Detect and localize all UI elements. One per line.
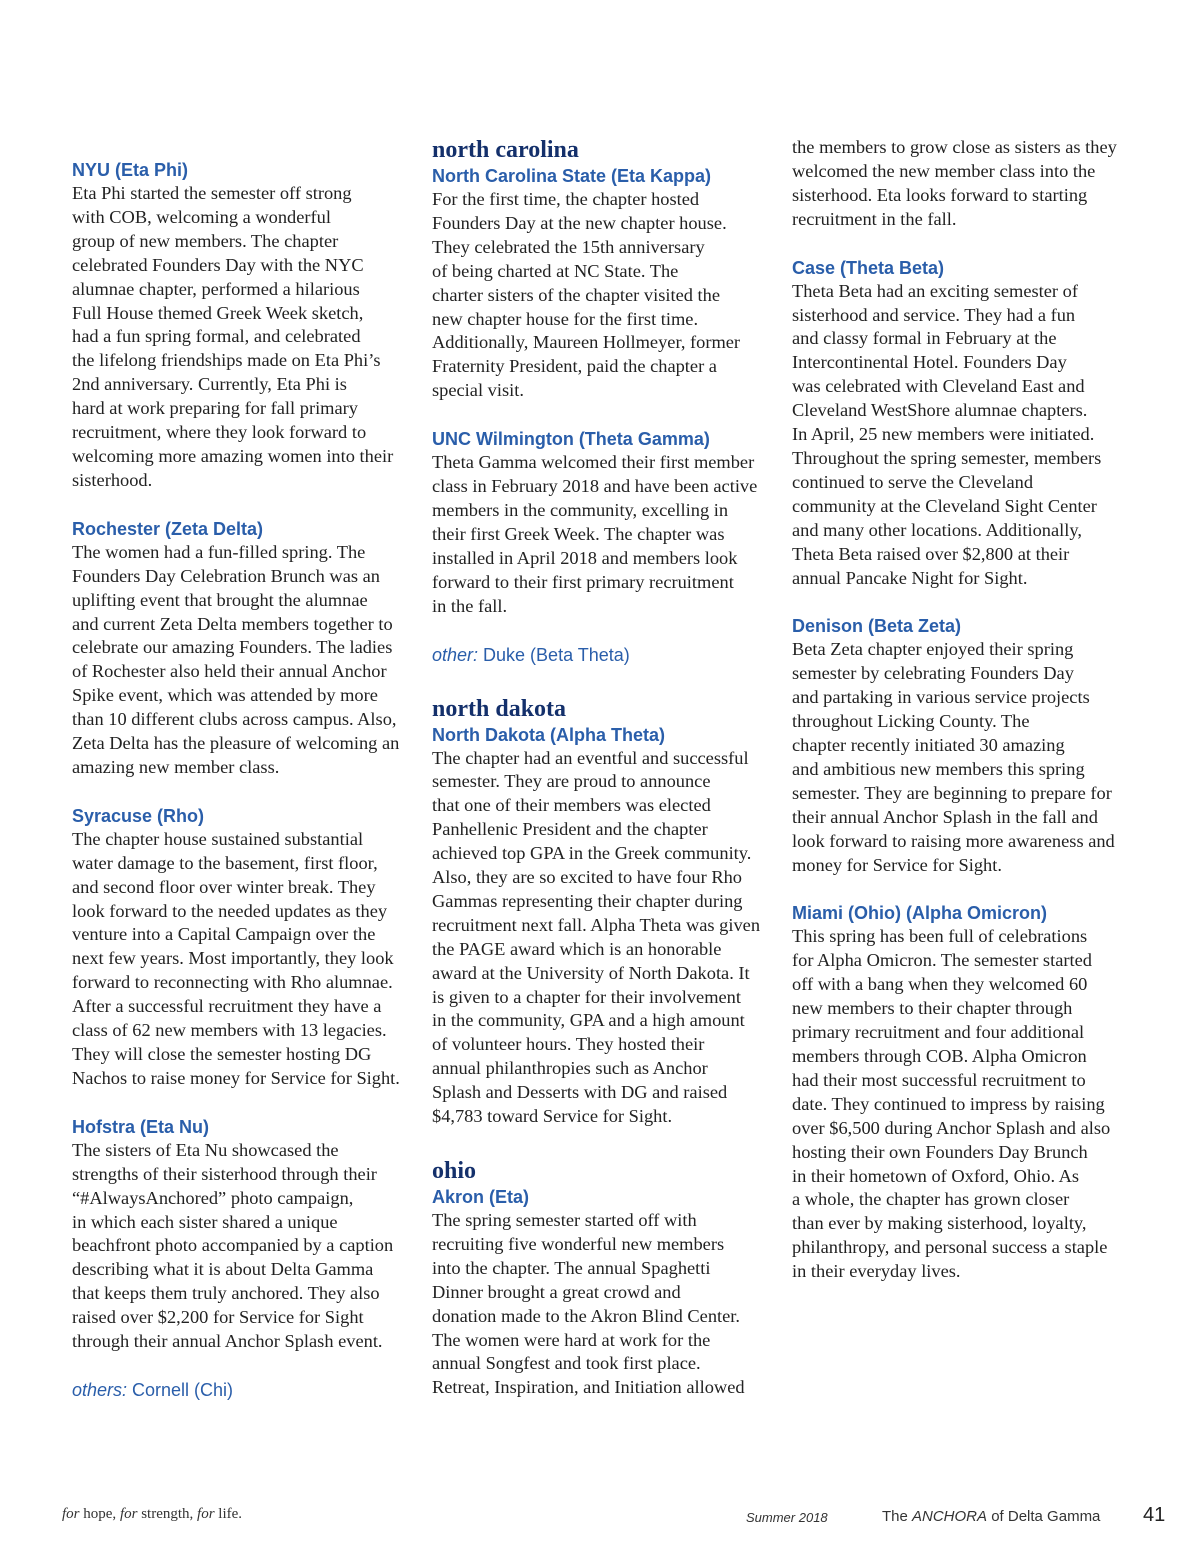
body-line: Cleveland WestShore alumnae chapters. [792, 400, 1088, 421]
body-line: Zeta Delta has the pleasure of welcoming an [72, 733, 400, 754]
column-left [72, 158, 417, 1402]
body-line: Founders Day Celebration Brunch was an [72, 565, 380, 586]
footer-issue: Summer 2018 [746, 1510, 828, 1525]
section-gap [432, 619, 777, 643]
body-line: welcoming more amazing women into their [72, 445, 394, 466]
body-line: semester by celebrating Founders Day [792, 663, 1074, 684]
body-line: through their annual Anchor Splash event. [72, 1331, 383, 1352]
chapter-body [432, 188, 777, 403]
body-line: throughout Licking County. The [792, 711, 1030, 732]
column-right [792, 136, 1137, 1284]
body-line: look forward to raising more awareness and [792, 830, 1115, 851]
body-line: class in February 2018 and have been active [432, 476, 758, 497]
chapter-denison-beta-zeta [792, 614, 1137, 877]
body-line: Splash and Desserts with DG and raised [432, 1082, 728, 1103]
section-gap [432, 667, 777, 695]
body-line: forward to reconnecting with Rho alumnae. [72, 972, 393, 993]
body-line: They celebrated the 15th anniversary [432, 236, 705, 257]
body-line: The chapter had an eventful and successful [432, 747, 749, 768]
body-line: “#AlwaysAnchored” photo campaign, [72, 1187, 354, 1208]
section-gap [792, 232, 1137, 256]
page-number: 41 [1143, 1504, 1166, 1526]
body-line: in the community, GPA and a high amount [432, 1010, 745, 1031]
section-gap [432, 1129, 777, 1157]
chapter-title: UNC Wilmington (Theta Gamma) [432, 429, 710, 450]
chapter-title: Rochester (Zeta Delta) [72, 518, 264, 539]
section-gap [432, 403, 777, 427]
body-line: primary recruitment and four additional [792, 1022, 1085, 1043]
chapter-body [792, 638, 1137, 877]
body-line: sisterhood and service. They had a fun [792, 304, 1076, 325]
chapter-north-dakota-alpha-theta [432, 723, 777, 1130]
body-line: The women were hard at work for the [432, 1329, 711, 1350]
tagline-segment: for [62, 1506, 80, 1522]
body-line: philanthropy, and personal success a staple [792, 1237, 1108, 1258]
body-line: and second floor over winter break. They [72, 876, 376, 897]
body-line: off with a bang when they welcomed 60 [792, 974, 1088, 995]
body-line: their first Greek Week. The chapter was [432, 523, 725, 544]
tagline-segment: strength, [137, 1506, 198, 1522]
body-line: For the first time, the chapter hosted [432, 189, 700, 209]
body-line: Panhellenic President and the chapter [432, 819, 708, 840]
body-line: Founders Day at the new chapter house. [432, 212, 727, 233]
body-line: next few years. Most importantly, they look [72, 948, 394, 969]
body-line: date. They continued to impress by raising [792, 1093, 1105, 1114]
body-line: members in the community, excelling in [432, 499, 729, 520]
body-line: Also, they are so excited to have four Rho [432, 867, 743, 888]
body-line: chapter recently initiated 30 amazing [792, 735, 1065, 756]
chapter-title: Syracuse (Rho) [72, 805, 205, 826]
body-line: sisterhood. [72, 469, 153, 490]
body-line: annual philanthropies such as Anchor [432, 1058, 708, 1079]
publication-suffix: of Delta Gamma [987, 1508, 1101, 1525]
body-line: members through COB. Alpha Omicron [792, 1046, 1087, 1066]
body-line: charter sisters of the chapter visited the [432, 284, 721, 305]
body-line: Theta Beta had an exciting semester of [792, 280, 1078, 301]
body-line: that keeps them truly anchored. They also [72, 1283, 380, 1304]
body-line: In April, 25 new members were initiated. [792, 424, 1095, 445]
body-line: recruitment, where they look forward to [72, 422, 367, 443]
body-line: annual Songfest and took first place. [432, 1353, 701, 1374]
body-line: continued to serve the Cleveland [792, 471, 1034, 492]
body-line: new members to their chapter through [792, 998, 1073, 1019]
body-line: the lifelong friendships made on Eta Phi’s [72, 350, 381, 371]
body-line: Spike event, which was attended by more [72, 685, 378, 706]
publication-prefix: The [882, 1508, 913, 1525]
chapter-case-theta-beta [792, 256, 1137, 591]
body-line: raised over $2,200 for Service for Sight [72, 1307, 364, 1328]
body-line: Theta Beta raised over $2,800 at their [792, 543, 1070, 564]
publication-name: ANCHORA [912, 1508, 988, 1525]
chapter-body [72, 828, 417, 1091]
chapter-body [792, 925, 1137, 1284]
body-line: $4,783 toward Service for Sight. [432, 1106, 673, 1127]
body-line: that one of their members was elected [432, 795, 711, 816]
footer-publication [882, 1508, 1100, 1525]
chapter-syracuse-rho [72, 804, 417, 1091]
chapter-body [792, 280, 1137, 591]
body-line: into the chapter. The annual Spaghetti [432, 1257, 711, 1278]
body-line: is given to a chapter for their involvement [432, 986, 741, 1007]
body-line: Eta Phi started the semester off strong [72, 183, 352, 203]
body-line: celebrated Founders Day with the NYC [72, 254, 364, 275]
body-line: the members to grow close as sisters as they [792, 137, 1117, 157]
body-line: money for Service for Sight. [792, 854, 1002, 875]
body-line: achieved top GPA in the Greek community. [432, 843, 752, 864]
chapter-north-carolina-state-eta-kappa [432, 164, 777, 403]
chapter-title: North Dakota (Alpha Theta) [432, 724, 666, 745]
body-line: Dinner brought a great crowd and [432, 1281, 681, 1302]
body-line: with COB, welcoming a wonderful [72, 206, 331, 227]
region-heading-north-carolina: north carolina [432, 137, 579, 163]
body-line: look forward to the needed updates as they [72, 900, 388, 921]
chapter-body [432, 747, 777, 1130]
body-line: 2nd anniversary. Currently, Eta Phi is [72, 374, 347, 395]
body-line: strengths of their sisterhood through their [72, 1163, 377, 1184]
body-line: beachfront photo accompanied by a caption [72, 1235, 394, 1256]
body-line: and ambitious new members this spring [792, 758, 1085, 779]
body-line: Beta Zeta chapter enjoyed their spring [792, 639, 1074, 660]
body-line: uplifting event that brought the alumnae [72, 589, 368, 610]
body-line: Fraternity President, paid the chapter a [432, 356, 717, 377]
chapter-title: Case (Theta Beta) [792, 257, 945, 278]
body-line: for Alpha Omicron. The semester started [792, 950, 1092, 971]
chapter-continuation [792, 136, 1137, 232]
body-line: had a fun spring formal, and celebrated [72, 326, 361, 347]
region-heading-north-dakota: north dakota [432, 695, 567, 722]
body-line: community at the Cleveland Sight Center [792, 495, 1097, 516]
other-chapters-label: others: [72, 1379, 128, 1400]
body-line: Theta Gamma welcomed their first member [432, 452, 755, 473]
body-line: Intercontinental Hotel. Founders Day [792, 352, 1067, 373]
body-line: in their everyday lives. [792, 1261, 961, 1282]
body-line: in which each sister shared a unique [72, 1211, 338, 1232]
body-line: than 10 different clubs across campus. Also, [72, 709, 397, 730]
body-line: and many other locations. Additionally, [792, 519, 1082, 540]
chapter-nyu-eta-phi [72, 158, 417, 493]
body-line: Additionally, Maureen Hollmeyer, former [432, 332, 741, 353]
body-line: than ever by making sisterhood, loyalty, [792, 1213, 1087, 1234]
other-chapters-note [432, 643, 777, 667]
chapter-body [72, 541, 417, 780]
other-chapters-list: Duke (Beta Theta) [478, 644, 630, 665]
body-line: and current Zeta Delta members together to [72, 613, 393, 634]
tagline-segment: hope, [79, 1506, 120, 1522]
body-line: of Rochester also held their annual Anchor [72, 661, 387, 682]
body-line: and classy formal in February at the [792, 328, 1057, 349]
chapter-title: Miami (Ohio) (Alpha Omicron) [792, 903, 1047, 924]
body-line: Retreat, Inspiration, and Initiation allowed [432, 1377, 745, 1398]
body-line: venture into a Capital Campaign over the [72, 924, 376, 945]
body-line: recruitment in the fall. [792, 208, 957, 229]
section-gap [72, 1354, 417, 1378]
body-line: semester. They are beginning to prepare for [792, 782, 1112, 803]
body-line: The spring semester started off with [432, 1210, 697, 1230]
body-line: was celebrated with Cleveland East and [792, 376, 1085, 397]
body-line: annual Pancake Night for Sight. [792, 567, 1028, 588]
body-line: special visit. [432, 380, 524, 401]
other-chapters-note [72, 1378, 417, 1402]
body-line: class of 62 new members with 13 legacies. [72, 1020, 387, 1041]
body-line: new chapter house for the first time. [432, 308, 699, 329]
body-line: in their hometown of Oxford, Ohio. As [792, 1165, 1080, 1186]
body-line: describing what it is about Delta Gamma [72, 1259, 374, 1280]
body-line: The chapter house sustained substantial [72, 828, 364, 849]
chapter-body [792, 136, 1137, 232]
tagline-segment: life. [214, 1506, 243, 1522]
section-gap [72, 493, 417, 517]
footer-tagline [62, 1506, 242, 1523]
body-line: water damage to the basement, first floor, [72, 852, 378, 873]
body-line: semester. They are proud to announce [432, 771, 711, 792]
body-line: Gammas representing their chapter during [432, 890, 743, 911]
column-middle [432, 136, 777, 1400]
body-line: hosting their own Founders Day Brunch [792, 1141, 1088, 1162]
tagline-segment: for [197, 1506, 215, 1522]
body-line: This spring has been full of celebrations [792, 926, 1088, 947]
body-line: a whole, the chapter has grown closer [792, 1189, 1070, 1210]
chapter-akron-eta [432, 1185, 777, 1400]
body-line: and partaking in various service projects [792, 687, 1090, 708]
body-line: celebrate our amazing Founders. The ladies [72, 637, 393, 658]
body-line: of being charted at NC State. The [432, 260, 679, 281]
body-line: group of new members. The chapter [72, 230, 339, 251]
body-line: of volunteer hours. They hosted their [432, 1034, 705, 1055]
body-line: award at the University of North Dakota. It [432, 962, 750, 983]
chapter-title: Hofstra (Eta Nu) [72, 1116, 210, 1137]
chapter-body [72, 182, 417, 493]
chapter-miami-ohio-alpha-omicron [792, 901, 1137, 1284]
chapter-rochester-zeta-delta [72, 517, 417, 780]
section-gap [72, 1091, 417, 1115]
body-line: sisterhood. Eta looks forward to starting [792, 184, 1088, 205]
section-gap [792, 877, 1137, 901]
other-chapters-list: Cornell (Chi) [127, 1379, 234, 1400]
body-line: The women had a fun-filled spring. The [72, 541, 366, 562]
body-line: donation made to the Akron Blind Center. [432, 1305, 740, 1326]
body-line: welcomed the new member class into the [792, 160, 1096, 181]
body-line: alumnae chapter, performed a hilarious [72, 278, 360, 299]
body-line: recruiting five wonderful new members [432, 1233, 725, 1254]
tagline-segment: for [119, 1506, 138, 1522]
chapter-body [432, 1209, 777, 1400]
body-line: Nachos to raise money for Service for Sight. [72, 1067, 400, 1088]
body-line: hard at work preparing for fall primary [72, 398, 358, 419]
chapter-title: Akron (Eta) [432, 1187, 530, 1207]
body-line: recruitment next fall. Alpha Theta was given [432, 914, 761, 935]
chapter-hofstra-eta-nu [72, 1115, 417, 1354]
body-line: installed in April 2018 and members look [432, 547, 738, 568]
chapter-body [72, 1139, 417, 1354]
body-line: The sisters of Eta Nu showcased the [72, 1139, 339, 1160]
section-gap [792, 590, 1137, 614]
body-line: After a successful recruitment they have a [72, 996, 382, 1017]
section-gap [72, 780, 417, 804]
body-line: amazing new member class. [72, 756, 280, 777]
chapter-title: NYU (Eta Phi) [72, 160, 189, 180]
body-line: forward to their first primary recruitment [432, 571, 734, 592]
region-heading-ohio: ohio [432, 1158, 477, 1184]
chapter-unc-wilmington-theta-gamma [432, 427, 777, 618]
chapter-body [432, 451, 777, 618]
body-line: their annual Anchor Splash in the fall and [792, 806, 1098, 827]
body-line: They will close the semester hosting DG [72, 1044, 372, 1064]
body-line: the PAGE award which is an honorable [432, 938, 722, 959]
body-line: in the fall. [432, 595, 508, 616]
body-line: had their most successful recruitment to [792, 1069, 1086, 1090]
other-chapters-label: other: [432, 644, 479, 665]
body-line: over $6,500 during Anchor Splash and also [792, 1117, 1111, 1138]
body-line: Full House themed Greek Week sketch, [72, 302, 364, 323]
chapter-title: North Carolina State (Eta Kappa) [432, 166, 712, 186]
chapter-title: Denison (Beta Zeta) [792, 616, 962, 637]
body-line: Throughout the spring semester, members [792, 447, 1102, 468]
